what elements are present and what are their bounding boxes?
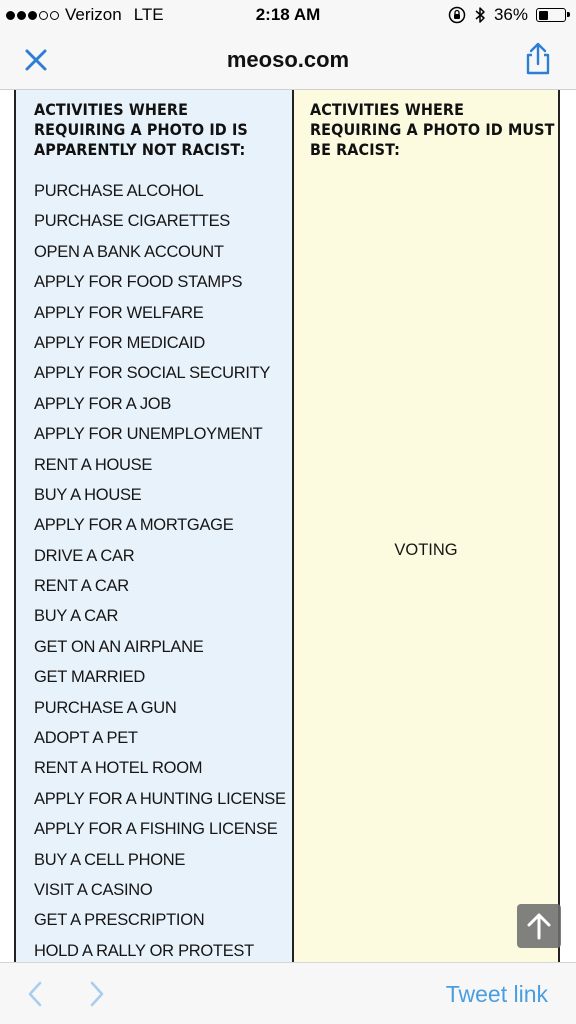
list-item: APPLY FOR A MORTGAGE xyxy=(34,516,234,535)
right-column xyxy=(294,90,558,962)
list-item: PURCHASE A GUN xyxy=(34,698,177,717)
list-item: GET ON AN AIRPLANE xyxy=(34,637,204,656)
status-bar xyxy=(0,0,576,30)
right-column-header: ACTIVITIES WHERE REQUIRING A PHOTO ID MUST BE RACIST: xyxy=(310,100,555,159)
list-item: RENT A HOTEL ROOM xyxy=(34,759,203,778)
arrow-up-icon[interactable] xyxy=(517,904,561,948)
list-item: APPLY FOR FOOD STAMPS xyxy=(34,273,243,292)
list-item: APPLY FOR SOCIAL SECURITY xyxy=(34,364,271,383)
left-column-header: ACTIVITIES WHERE REQUIRING A PHOTO ID IS APPARENTLY NOT RACIST: xyxy=(34,100,248,159)
left-column xyxy=(16,90,294,962)
browser-toolbar xyxy=(0,962,576,1024)
list-item: APPLY FOR A FISHING LICENSE xyxy=(34,820,278,839)
list-item: APPLY FOR WELFARE xyxy=(34,303,204,322)
list-item: HOLD A RALLY OR PROTEST xyxy=(34,941,254,960)
list-item: PURCHASE CIGARETTES xyxy=(34,212,230,231)
list-item: VISIT A CASINO xyxy=(34,880,153,899)
list-item: OPEN A BANK ACCOUNT xyxy=(34,242,224,261)
share-icon[interactable] xyxy=(522,42,554,76)
network-type: LTE xyxy=(133,5,164,24)
list-item: DRIVE A CAR xyxy=(34,546,135,565)
list-item: GET MARRIED xyxy=(34,668,145,687)
bluetooth-icon xyxy=(474,6,486,24)
comparison-table xyxy=(14,90,560,962)
battery-level xyxy=(539,11,548,20)
tweet-link-button[interactable]: Tweet link xyxy=(445,981,548,1007)
list-item: BUY A CAR xyxy=(34,607,119,626)
status-right xyxy=(448,5,566,25)
right-column-item: VOTING xyxy=(394,541,458,559)
list-item: ADOPT A PET xyxy=(34,729,138,748)
list-item: APPLY FOR MEDICAID xyxy=(34,333,205,352)
list-item: PURCHASE ALCOHOL xyxy=(34,182,204,200)
battery-percent: 36% xyxy=(493,5,528,24)
chevron-right-icon[interactable] xyxy=(86,979,108,1009)
chevron-left-icon[interactable] xyxy=(24,979,46,1009)
list-item: GET A PRESCRIPTION xyxy=(34,911,205,930)
browser-nav-bar xyxy=(0,30,576,90)
list-item: BUY A CELL PHONE xyxy=(34,850,186,869)
page-domain-title: meoso.com xyxy=(226,47,350,72)
carrier-name: Verizon xyxy=(65,5,122,24)
status-time: 2:18 AM xyxy=(255,5,321,24)
list-item: RENT A HOUSE xyxy=(34,455,153,474)
list-item: APPLY FOR A JOB xyxy=(34,394,172,413)
list-item: BUY A HOUSE xyxy=(34,485,142,504)
list-item: APPLY FOR UNEMPLOYMENT xyxy=(34,425,263,444)
orientation-lock-icon xyxy=(448,6,466,24)
list-item: RENT A CAR xyxy=(34,577,129,596)
list-item: APPLY FOR A HUNTING LICENSE xyxy=(34,789,286,808)
left-item-list xyxy=(34,176,292,962)
battery-icon xyxy=(536,8,566,22)
page-content[interactable] xyxy=(0,90,576,962)
